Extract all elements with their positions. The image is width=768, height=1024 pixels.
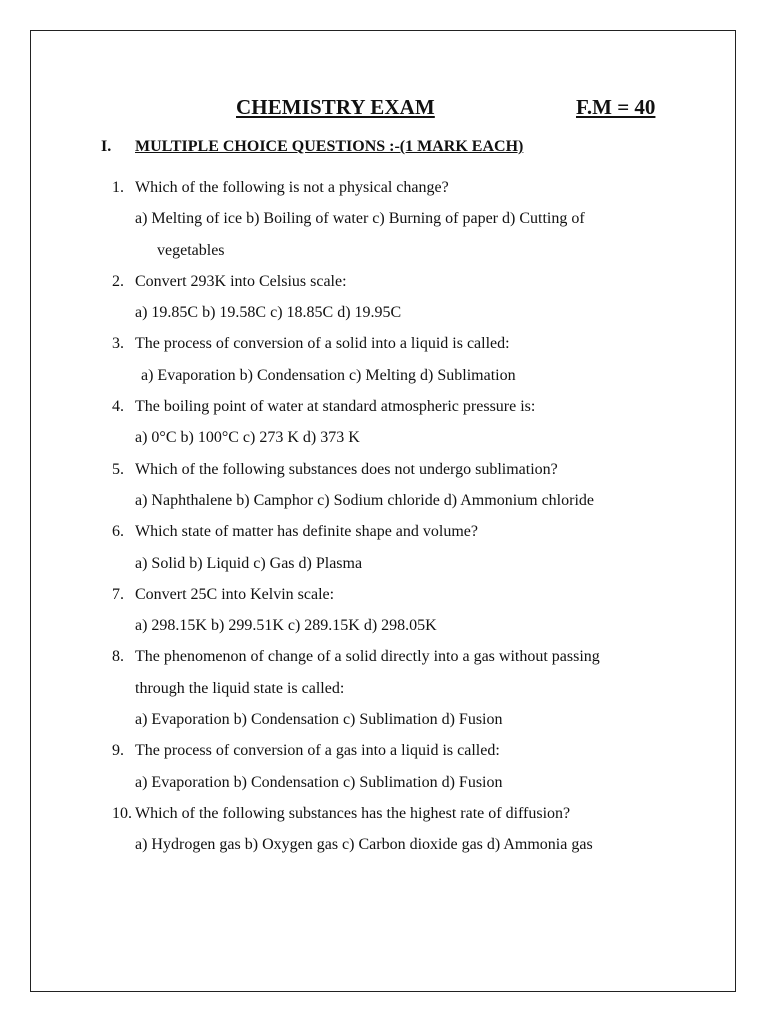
question-text: The phenomenon of change of a solid directly into a gas without passing xyxy=(135,648,600,666)
question-number: 1. xyxy=(112,179,124,196)
question-options: a) Hydrogen gas b) Oxygen gas c) Carbon dioxide gas d) Ammonia gas xyxy=(135,836,593,854)
question-options: a) Evaporation b) Condensation c) Sublimation d) Fusion xyxy=(135,773,503,791)
question-4 xyxy=(0,391,768,454)
question-list xyxy=(0,172,768,861)
question-options: a) 0°C b) 100°C c) 273 K d) 373 K xyxy=(135,429,360,447)
question-number: 8. xyxy=(112,648,124,666)
question-text: Which of the following substances does not undergo sublimation? xyxy=(135,460,558,478)
question-number: 3. xyxy=(112,335,124,353)
section-number: I. xyxy=(101,138,112,155)
question-text: Convert 293K into Celsius scale: xyxy=(135,272,347,290)
question-text: The process of conversion of a solid into a liquid is called: xyxy=(135,335,510,353)
question-options-continued: vegetables xyxy=(157,241,225,259)
question-9 xyxy=(0,735,768,798)
question-6 xyxy=(0,516,768,579)
question-number: 4. xyxy=(112,398,124,416)
section-title: MULTIPLE CHOICE QUESTIONS :-(1 MARK EACH) xyxy=(135,138,524,155)
question-number: 7. xyxy=(112,585,124,603)
question-text: Which of the following is not a physical change? xyxy=(135,179,449,196)
question-number: 5. xyxy=(112,460,124,478)
question-text: The process of conversion of a gas into a liquid is called: xyxy=(135,742,500,760)
question-text: Which of the following substances has the highest rate of diffusion? xyxy=(135,804,571,822)
question-8 xyxy=(0,641,768,735)
question-3 xyxy=(0,328,768,391)
question-number: 6. xyxy=(112,523,124,541)
question-2 xyxy=(0,266,768,329)
question-options: a) Evaporation b) Condensation c) Melting d) Sublimation xyxy=(141,366,516,384)
question-options: a) Evaporation b) Condensation c) Sublimation d) Fusion xyxy=(135,711,503,729)
question-1 xyxy=(0,172,768,266)
question-text-continued: through the liquid state is called: xyxy=(135,679,345,697)
question-number: 9. xyxy=(112,742,124,760)
question-options: a) 298.15K b) 299.51K c) 289.15K d) 298.05K xyxy=(135,617,437,635)
question-options: a) Solid b) Liquid c) Gas d) Plasma xyxy=(135,554,363,572)
question-text: Which state of matter has definite shape and volume? xyxy=(135,523,478,541)
question-number: 2. xyxy=(112,272,124,290)
question-options: a) 19.85C b) 19.58C c) 18.85C d) 19.95C xyxy=(135,304,402,322)
question-5 xyxy=(0,454,768,517)
question-number: 10. xyxy=(112,804,132,822)
question-text: Convert 25C into Kelvin scale: xyxy=(135,585,335,603)
question-options: a) Naphthalene b) Camphor c) Sodium chloride d) Ammonium chloride xyxy=(135,491,594,509)
full-marks: F.M = 40 xyxy=(576,95,656,119)
question-7 xyxy=(0,579,768,642)
exam-title: CHEMISTRY EXAM xyxy=(236,95,435,119)
question-text: The boiling point of water at standard atmospheric pressure is: xyxy=(135,398,536,416)
question-options: a) Melting of ice b) Boiling of water c) Burning of paper d) Cutting of xyxy=(135,210,585,228)
question-10 xyxy=(0,798,768,861)
